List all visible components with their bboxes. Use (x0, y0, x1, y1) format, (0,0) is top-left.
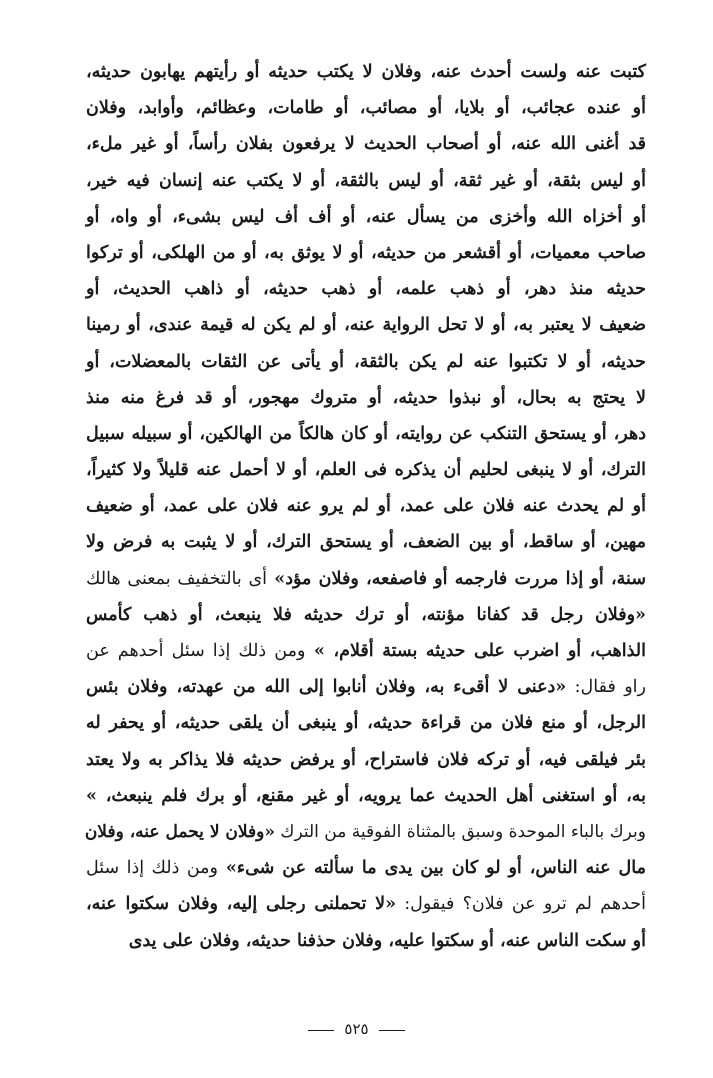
text-segment: وبرك بالباء الموحدة وسبق بالمثناة الفوقية من الترك (275, 821, 646, 842)
text-segment: ومن ذلك إذا سئل (86, 858, 218, 879)
text-line (86, 307, 646, 343)
text-segment: مهين، أو ساقط، أو بين الضعف، أو يستحق الترك، أو لا يثبت به فرض ولا (86, 532, 646, 553)
text-line (86, 54, 646, 90)
text-line (86, 199, 646, 235)
text-line (86, 344, 646, 380)
text-line (86, 850, 646, 886)
text-segment: أحدهم لم ترو عن فلان؟ فيقول: (396, 894, 646, 915)
text-segment: أو لم يحدث عنه فلان على عمد، أو لم يرو عنه فلان على عمد، أو ضعيف (86, 496, 646, 517)
text-segment: قد أغنى الله عنه، أو أصحاب الحديث لا يرفعون بفلان رأساً، أو غير ملء، (86, 134, 646, 155)
text-segment: كتبت عنه ولست أحدث عنه، وفلان لا يكتب حديثه أو رأيتهم يهابون حديثه، (86, 62, 646, 82)
text-line (86, 778, 646, 814)
text-segment: «لا تحملنى رجلى إليه، وفلان سكتوا عنه، (86, 894, 396, 915)
text-segment: حديثه منذ دهر، أو ذهب علمه، أو ذهب حديثه، أو ذاهب الحديث، أو (86, 279, 646, 300)
text-segment: لا يحتج به بحال، أو نبذوا حديثه، أو متروك مهجور، أو قد فرغ منه منذ (86, 387, 646, 408)
text-segment: راو فقال: (566, 677, 646, 698)
text-line (86, 235, 646, 271)
text-segment: أى بالتخفيف بمعنى هالك (86, 568, 268, 589)
text-segment: بئر فيلقى فيه، أو تركه فلان فاستراح، أو يرفض حديثه فلا يذاكر به ولا يعتد (86, 749, 646, 770)
text-line (86, 597, 646, 633)
text-segment: الرجل، أو منع فلان من قراءة حديثه، أو ينبغى أن يلقى حديثه، أو يحفر له (86, 713, 646, 734)
text-segment: سنة، أو إذا مررت فارجمه أو فاصفعه، وفلان مؤد» (267, 568, 646, 589)
text-segment: حديثه، أو لا تكتبوا عنه لم يكن بالثقة، أو يأتى عن الثقات بالمعضلات، أو (86, 351, 646, 372)
text-line (86, 90, 646, 126)
text-segment: أو سكت الناس عنه، أو سكتوا عليه، وفلان حذفنا حديثه، وفلان على يدى (128, 930, 646, 951)
text-segment: به، أو استغنى أهل الحديث عما يرويه، أو غير مقنع، أو برك فلم ينبعث، » (86, 785, 646, 806)
page-number: ٥٢٥ (344, 1020, 369, 1038)
text-line (86, 452, 646, 488)
text-segment: صاحب معميات، أو أقشعر من حديثه، أو لا يوثق به، أو من الهلكى، أو تركوا (86, 242, 646, 263)
body-text (86, 54, 646, 959)
text-line (86, 633, 646, 669)
text-line (86, 705, 646, 741)
text-segment: أو عنده عجائب، أو بلايا، أو مصائب، أو طامات، وعظائم، وأوابد، وفلان (86, 98, 646, 119)
text-segment: دهر، أو يستحق التنكب عن روايته، أو كان هالكاً من الهالكين، أو سبيله سبيل (86, 423, 646, 444)
text-segment: «وفلان رجل قد كفانا مؤنته، أو ترك حديثه فلا ينبعث، أو ذهب كأمس (86, 604, 646, 625)
right-dash (379, 1030, 405, 1031)
text-segment: «وفلان لا يحمل عنه، وفلان (84, 821, 276, 842)
text-line (86, 669, 646, 705)
text-line (86, 488, 646, 524)
text-segment: الترك، أو لا ينبغى لحليم أن يذكره فى العلم، أو لا أحمل عنه قليلاً ولا كثيراً، (86, 460, 646, 481)
text-line (86, 271, 646, 307)
text-line (86, 380, 646, 416)
text-line (86, 416, 646, 452)
text-line (86, 742, 646, 778)
text-segment: «دعنى لا أقىء به، وفلان أنابوا إلى الله من عهدته، وفلان بئس (86, 677, 567, 698)
text-segment: ضعيف لا يعتبر به، أو لا تحل الرواية عنه، أو لم يكن له قيمة عندى، أو رمينا (86, 315, 646, 336)
left-dash (308, 1030, 334, 1031)
text-line (86, 886, 646, 922)
text-line (86, 126, 646, 162)
text-segment: أو ليس بثقة، أو غير ثقة، أو ليس بالثقة، أو لا يكتب عنه إنسان فيه خير، (86, 170, 646, 191)
text-line (86, 923, 646, 959)
text-segment: مال عنه الناس، أو لو كان بين يدى ما سألته عن شىء» (217, 858, 646, 879)
text-line (86, 561, 646, 597)
text-segment: الذاهب، أو اضرب على حديثه بستة أقلام، » (305, 641, 646, 661)
text-line (86, 814, 646, 850)
text-line (86, 163, 646, 199)
page-footer (0, 1020, 713, 1038)
text-line (86, 524, 646, 560)
text-segment: أو أخزاه الله وأخزى من يسأل عنه، أو أف أف ليس بشىء، أو واه، أو (86, 206, 646, 227)
text-segment: ومن ذلك إذا سئل أحدهم عن (86, 641, 306, 661)
